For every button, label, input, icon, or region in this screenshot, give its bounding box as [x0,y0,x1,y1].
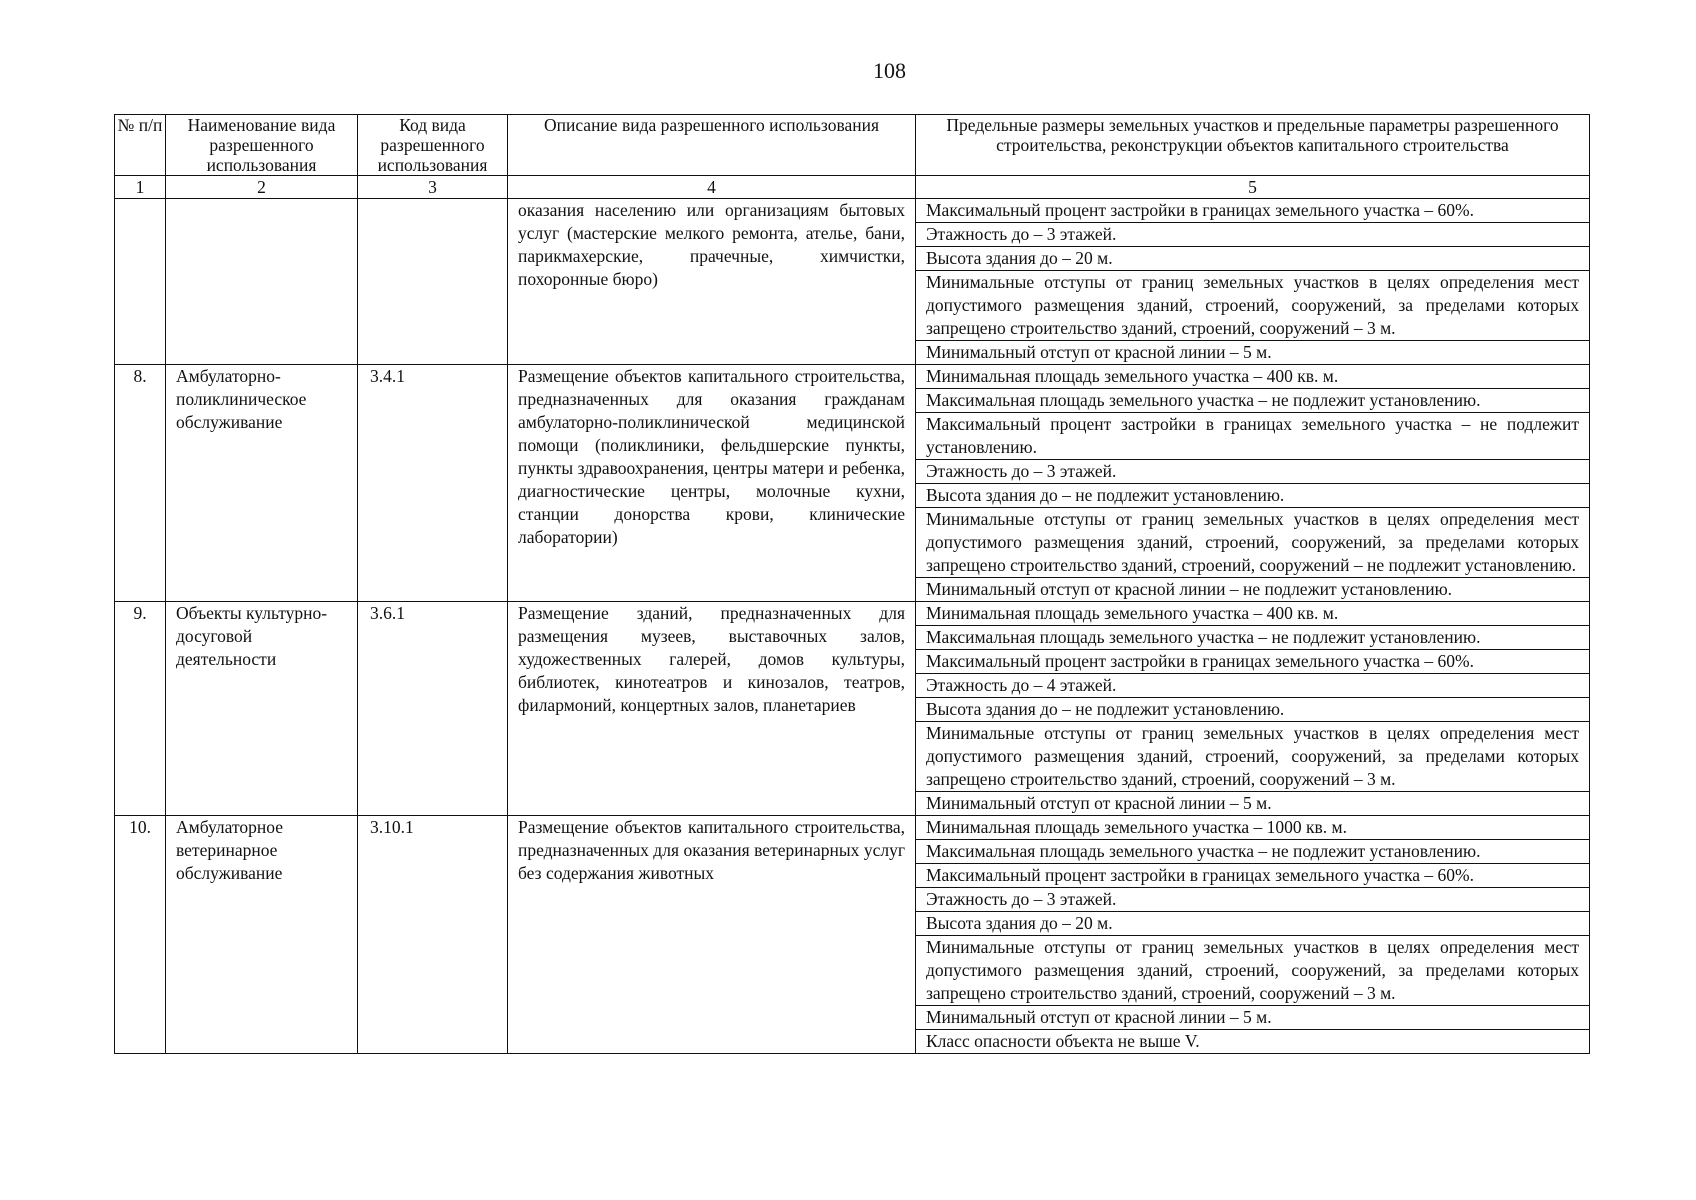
use-description: Размещение объектов капитального строительства, предназначенных для оказания гражданам амбулаторно-поликлинической медицинской помощи (поликлиники, фельдшерские пункты, пункты здравоохранения, центры матери и ребенка, диагностические центры, молочные кухни, станции донорства крови, клинические лаборатории) [508,365,916,602]
use-code: 3.10.1 [358,816,508,1054]
use-code: 3.4.1 [358,365,508,602]
limit-parameter: Максимальный процент застройки в границах земельного участка – 60%. [916,650,1589,674]
limits-cell [916,199,1590,365]
limit-parameter: Минимальный отступ от красной линии – 5 м. [926,342,1272,362]
table-row [115,365,1590,602]
limit-parameter: Класс опасности объекта не выше V. [926,1031,1200,1051]
column-number: 3 [358,176,508,199]
limit-parameter: Минимальная площадь земельного участка – 400 кв. м. [916,365,1589,389]
use-description: Размещение объектов капитального строительства, предназначенных для оказания ветеринарных услуг без содержания животных [508,816,916,1054]
land-use-table [114,114,1590,1054]
limit-parameter: Минимальные отступы от границ земельных участков в целях определения мест допустимого размещения зданий, строений, сооружений, за пределами которых запрещено строительство зданий, строений, сооружений – 3 м. [916,722,1589,792]
limit-parameter: Максимальный процент застройки в границах земельного участка – 60%. [916,864,1589,888]
limits-cell [916,602,1590,816]
use-code: 3.6.1 [358,602,508,816]
limit-parameter: Минимальные отступы от границ земельных участков в целях определения мест допустимого размещения зданий, строений, сооружений, за пределами которых запрещено строительство зданий, строений, сооружений – 3 м. [916,936,1589,1006]
limit-parameter: Этажность до – 3 этажей. [916,223,1589,247]
limit-parameter: Этажность до – 3 этажей. [916,460,1589,484]
limit-parameter: Максимальная площадь земельного участка – не подлежит установлению. [916,389,1589,413]
header-use-name: Наименование вида разрешенного использования [166,115,358,176]
limit-parameter: Минимальная площадь земельного участка – 400 кв. м. [916,602,1589,626]
table-body [115,199,1590,1054]
limit-parameter: Этажность до – 3 этажей. [916,888,1589,912]
header-use-code: Код вида разрешенного использования [358,115,508,176]
limit-parameter: Минимальные отступы от границ земельных участков в целях определения мест допустимого размещения зданий, строений, сооружений, за пределами которых запрещено строительство зданий, строений, сооружений – не подлежит установлению. [916,508,1589,578]
column-number: 5 [916,176,1590,199]
limit-parameter: Максимальная площадь земельного участка – не подлежит установлению. [916,840,1589,864]
page-number: 108 [873,58,906,83]
limit-parameter: Максимальный процент застройки в границах земельного участка – не подлежит установлению. [916,413,1589,460]
header-limits: Предельные размеры земельных участков и предельные параметры разрешенного строительства, реконструкции объектов капитального строительства [916,115,1590,176]
limits-cell [916,816,1590,1054]
limit-parameter: Минимальная площадь земельного участка – 1000 кв. м. [916,816,1589,840]
limit-parameter: Минимальный отступ от красной линии – не подлежит установлению. [926,579,1453,599]
limit-parameter: Этажность до – 4 этажей. [916,674,1589,698]
limit-parameter: Высота здания до – не подлежит установлению. [916,698,1589,722]
use-description: оказания населению или организациям бытовых услуг (мастерские мелкого ремонта, ателье, бани, парикмахерские, прачечные, химчистки, похоронные бюро) [508,199,916,365]
column-number: 2 [166,176,358,199]
use-name: Объекты культурно-досуговой деятельности [166,602,358,816]
row-number: 8. [115,365,166,602]
use-description: Размещение зданий, предназначенных для размещения музеев, выставочных залов, художественных галерей, домов культуры, библиотек, кинотеатров и кинозалов, театров, филармоний, концертных залов, планетариев [508,602,916,816]
table-row [115,816,1590,1054]
use-name: Амбулаторное ветеринарное обслуживание [166,816,358,1054]
column-number-row [115,176,1590,199]
row-number: 9. [115,602,166,816]
limit-parameter: Высота здания до – 20 м. [916,912,1589,936]
limit-parameter: Минимальный отступ от красной линии – 5 м. [926,793,1272,813]
limit-parameter: Высота здания до – 20 м. [916,247,1589,271]
table-row [115,602,1590,816]
column-number: 4 [508,176,916,199]
row-number [115,199,166,365]
table-row [115,199,1590,365]
use-name: Амбулаторно-поликлиническое обслуживание [166,365,358,602]
row-number: 10. [115,816,166,1054]
limits-cell [916,365,1590,602]
limit-parameter: Максимальный процент застройки в границах земельного участка – 60%. [916,199,1589,223]
limit-parameter: Максимальная площадь земельного участка – не подлежит установлению. [916,626,1589,650]
limit-parameter: Минимальные отступы от границ земельных участков в целях определения мест допустимого размещения зданий, строений, сооружений, за пределами которых запрещено строительство зданий, строений, сооружений – 3 м. [916,271,1589,341]
limit-parameter: Высота здания до – не подлежит установлению. [916,484,1589,508]
header-number: № п/п [115,115,166,176]
limit-parameter: Минимальный отступ от красной линии – 5 м. [916,1006,1589,1030]
use-name [166,199,358,365]
header-use-description: Описание вида разрешенного использования [508,115,916,176]
column-number: 1 [115,176,166,199]
use-code [358,199,508,365]
table-header-row [115,115,1590,176]
